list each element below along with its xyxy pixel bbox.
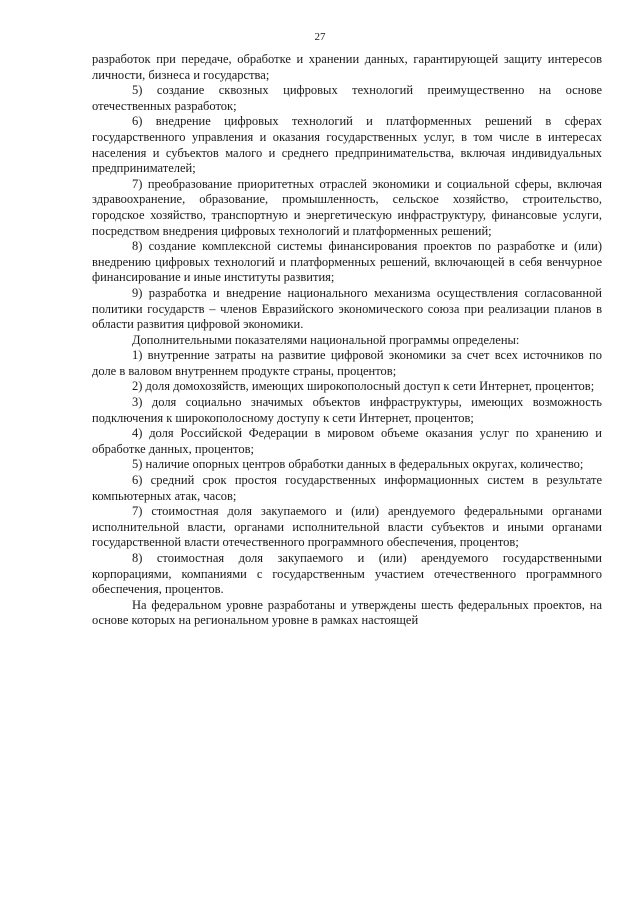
paragraph: Дополнительными показателями национальной программы определены: bbox=[132, 332, 520, 347]
paragraph: разработок при передаче, обработке и хранении данных, гарантирующей защиту интересов личности, бизнеса и государства; bbox=[92, 52, 602, 82]
paragraph: 7) преобразование приоритетных отраслей экономики и социальной сферы, включая здравоохранение, образование, промышленность, сельское хозяйство, строительство, городское хозяйство, транспортную и энергетическую инфраструктуру, финансовые услуги, посредством внедрения цифровых технологий и платформенных решений; bbox=[92, 176, 602, 238]
paragraph: 8) создание комплексной системы финансирования проектов по разработке и (или) внедрению цифровых технологий и платформенных решений, включающей в себя венчурное финансирование и иные институты развития; bbox=[92, 239, 602, 285]
paragraph: 7) стоимостная доля закупаемого и (или) арендуемого федеральными органами исполнительной власти, органами исполнительной власти субъектов и иными органами государственной власти отечественного программного обеспечения, процентов; bbox=[92, 504, 602, 550]
paragraph: 5) создание сквозных цифровых технологий преимущественно на основе отечественных разработок; bbox=[92, 83, 602, 113]
body-text bbox=[92, 52, 602, 629]
paragraph: 4) доля Российской Федерации в мировом объеме оказания услуг по хранению и обработке данных, процентов; bbox=[92, 426, 602, 456]
paragraph: 6) внедрение цифровых технологий и платформенных решений в сферах государственного управления и оказания государственных услуг, в том числе в интересах населения и субъектов малого и среднего предпринимательства, включая индивидуальных предпринимателей; bbox=[92, 114, 602, 176]
paragraph: 5) наличие опорных центров обработки данных в федеральных округах, количество; bbox=[132, 457, 584, 472]
paragraph: 3) доля социально значимых объектов инфраструктуры, имеющих возможность подключения к широкополосному доступу к сети Интернет, процентов; bbox=[92, 395, 602, 425]
paragraph: 9) разработка и внедрение национального механизма осуществления согласованной политики государств – членов Евразийского экономического союза при реализации планов в области развития цифровой экономики. bbox=[92, 285, 602, 332]
paragraph: 2) доля домохозяйств, имеющих широкополосный доступ к сети Интернет, процентов; bbox=[132, 379, 595, 394]
paragraph: 1) внутренние затраты на развитие цифровой экономики за счет всех источников по доле в валовом внутреннем продукте страны, процентов; bbox=[92, 348, 602, 378]
paragraph: 8) стоимостная доля закупаемого и (или) арендуемого государственными корпорациями, компаниями с государственным участием отечественного программного обеспечения, процентов. bbox=[92, 551, 602, 597]
paragraph: На федеральном уровне разработаны и утверждены шесть федеральных проектов, на основе которых на региональном уровне в рамках настоящей bbox=[92, 597, 602, 628]
paragraph: 6) средний срок простоя государственных информационных систем в результате компьютерных атак, часов; bbox=[92, 473, 602, 503]
page-number: 27 bbox=[314, 31, 326, 43]
